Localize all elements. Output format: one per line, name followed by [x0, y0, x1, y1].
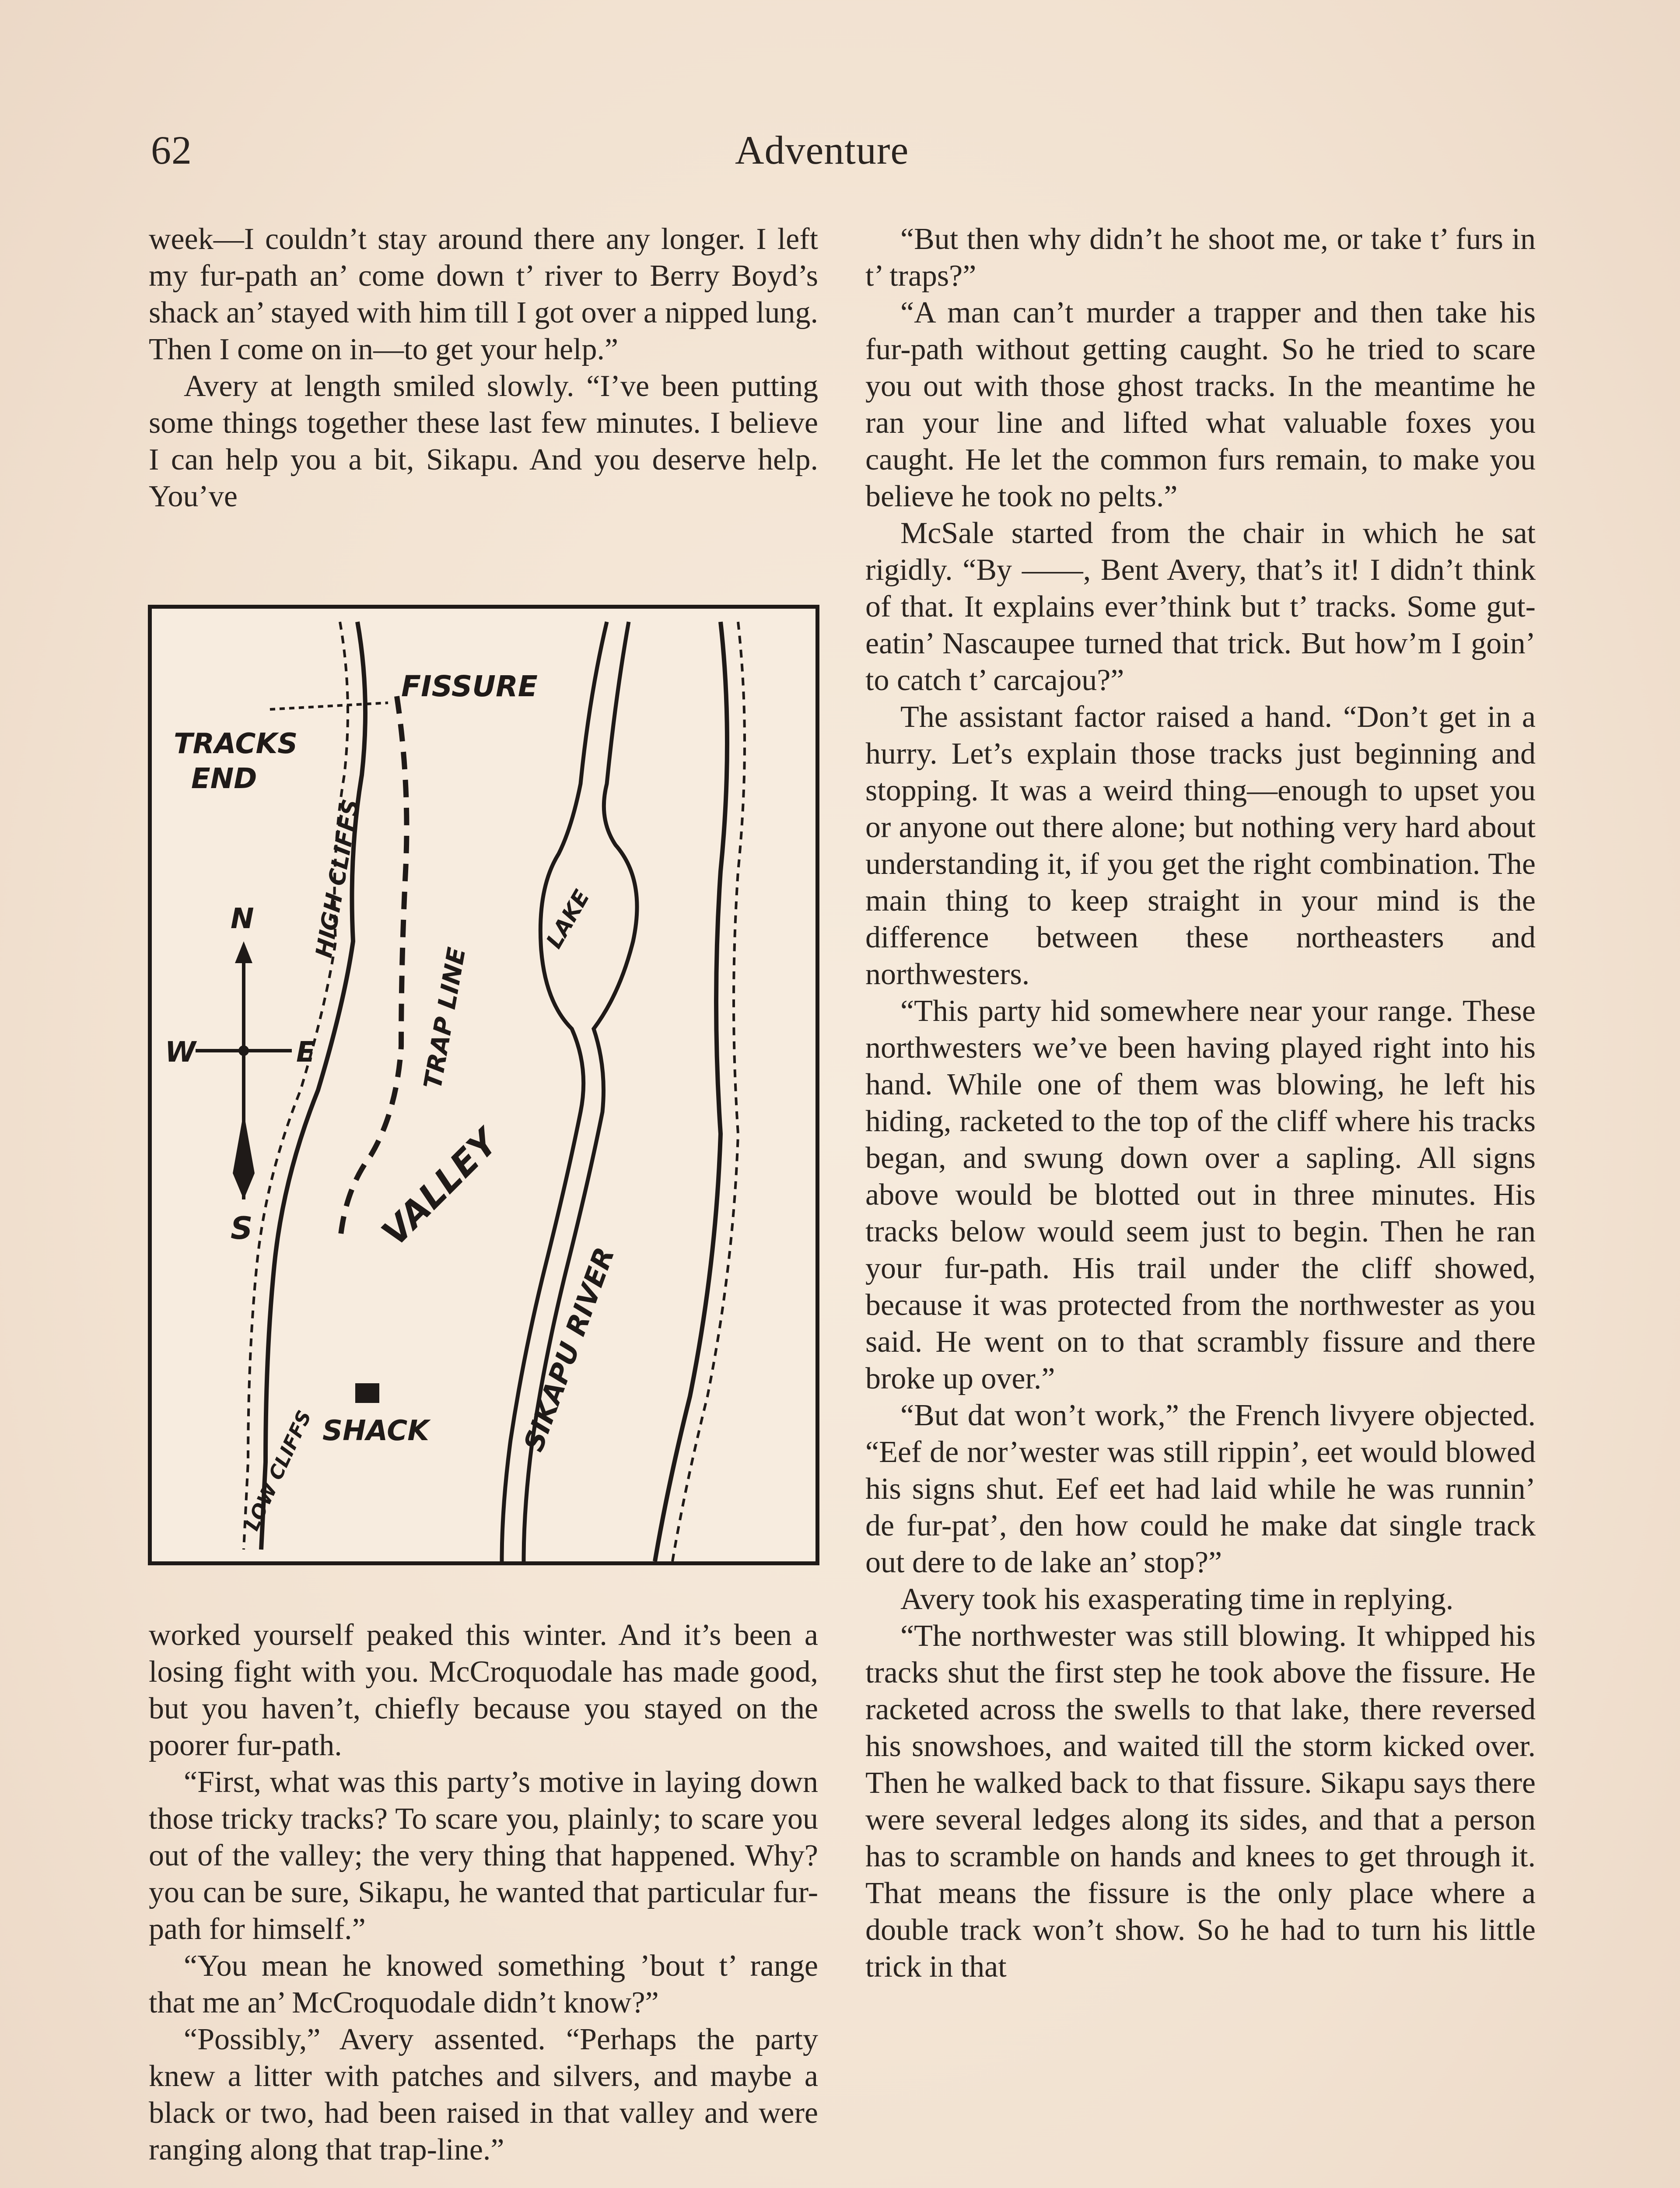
tracks-line — [270, 703, 388, 709]
compass-center — [238, 1045, 249, 1056]
paragraph: McSale started from the chair in which he sat rigidly. “By ——, Bent Avery, that’s it! I didn’t think of that. It explains ever’think but t’ tracks. Some gut-eatin’ Nascaupee turned that trick. But how’m I goin’ to catch t’ carcajou?” — [865, 516, 1536, 697]
left-column-top — [149, 221, 818, 515]
paragraph: week—I couldn’t stay around there any longer. I left my fur-path an’ come down t’ river to Berry Boyd’s shack an’ stayed with him till I got over a nipped lung. Then I come on in—to get your help.” — [149, 222, 818, 366]
page-number: 62 — [151, 128, 192, 172]
compass-s-label: S — [231, 1210, 253, 1246]
paragraph: “You mean he knowed something ’bout t’ range that me an’ McCroquodale didn’t know?” — [149, 1949, 818, 2020]
high-cliffs-edge — [261, 622, 365, 1550]
paragraph: Avery took his exasperating time in replying. — [900, 1582, 1454, 1616]
compass-n-label: N — [231, 903, 254, 935]
label-high-cliffs: HIGH CLIFFS — [311, 797, 365, 960]
label-valley: VALLEY — [374, 1122, 506, 1254]
map-illustration — [148, 605, 819, 1565]
paragraph: “But dat won’t work,” the French livyere objected. “Eef de nor’wester was still rippin’, eet would blowed his signs shut. Eef eet had laid while he was runnin’ de fur-pat’, den how could he make dat single track out dere to de lake an’ stop?” — [865, 1399, 1536, 1579]
right-column — [865, 221, 1536, 1985]
paragraph: “This party hid somewhere near your range. These northwesters we’ve been having played right into his hand. While one of them was blowing, he left his hiding, racketed to the top of the cliff where his tracks began, and swung down over a sapling. All signs above would be blotted out in three minutes. His tracks below would seem just to begin. Then he ran your fur-path. His trail under the cliff showed, because it was protected from the northwester as you said. He went on to that scrambly fissure and there broke up over.” — [865, 994, 1536, 1396]
paragraph: Avery at length smiled slowly. “I’ve been putting some things together these last few minutes. I believe I can help you a bit, Sikapu. And you deserve help. You’ve — [149, 369, 818, 513]
paragraph: “But then why didn’t he shoot me, or take t’ furs in t’ traps?” — [865, 222, 1536, 293]
paragraph: “Possibly,” Avery assented. “Perhaps the party knew a litter with patches and silvers, and maybe a black or two, had been raised in that valley and were ranging along that trap-line.” — [149, 2023, 818, 2167]
shack-symbol — [355, 1383, 379, 1403]
compass-south-feather — [233, 1112, 255, 1199]
label-low-cliffs: LOW CLIFFS — [241, 1407, 316, 1534]
paragraph: The assistant factor raised a hand. “Don’t get in a hurry. Let’s explain those tracks just beginning and stopping. It was a weird thing—enough to upset you or anyone out there alone; but nothing very hard about understanding it, if you get the right combination. The main thing to keep straight in your mind is the difference between these northeasters and northwesters. — [865, 700, 1536, 991]
running-head-title: Adventure — [735, 128, 909, 172]
label-shack: SHACK — [322, 1415, 429, 1447]
compass-e-label: E — [296, 1036, 315, 1069]
label-fissure: FISSURE — [401, 670, 538, 703]
paragraph: worked yourself peaked this winter. And it’s been a losing fight with you. McCroquodale has made good, but you haven’t, chiefly because you stayed on the poorer fur-path. — [149, 1618, 818, 1762]
label-trap-line: TRAP LINE — [418, 945, 472, 1091]
label-end: END — [191, 763, 257, 795]
east-cliffs-edge — [655, 622, 727, 1561]
label-lake: LAKE — [541, 885, 595, 953]
left-column-bottom — [149, 1617, 818, 2168]
label-tracks: TRACKS — [174, 728, 298, 760]
compass-w-label: W — [165, 1036, 196, 1069]
label-river: SIKAPU RIVER — [517, 1243, 621, 1456]
compass-north-arrow — [235, 941, 252, 963]
paragraph: “First, what was this party’s motive in laying down those tricky tracks? To scare you, plainly; to scare you out of the valley; the very thing that happened. Why? you can be sure, Sikapu, he wanted that particular fur-path for himself.” — [149, 1765, 818, 1946]
paragraph: “A man can’t murder a trapper and then take his fur-path without getting caught. So he tried to scare you out with those ghost tracks. In the meantime he ran your line and lifted what valuable foxes you caught. He let the common furs remain, to make you believe he took no pelts.” — [865, 296, 1536, 513]
paragraph: “The northwester was still blowing. It whipped his tracks shut the first step he took above the fissure. He racketed across the swells to that lake, there reversed his snowshoes, and waited till the storm kicked over. Then he walked back to that fissure. Sikapu says there were several ledges along its sides, and that a person has to scramble on hands and knees to get through it. That means the fissure is the only place where a double track won’t show. So he had to turn his little trick in that — [865, 1619, 1536, 1984]
map-drawing — [152, 609, 816, 1561]
